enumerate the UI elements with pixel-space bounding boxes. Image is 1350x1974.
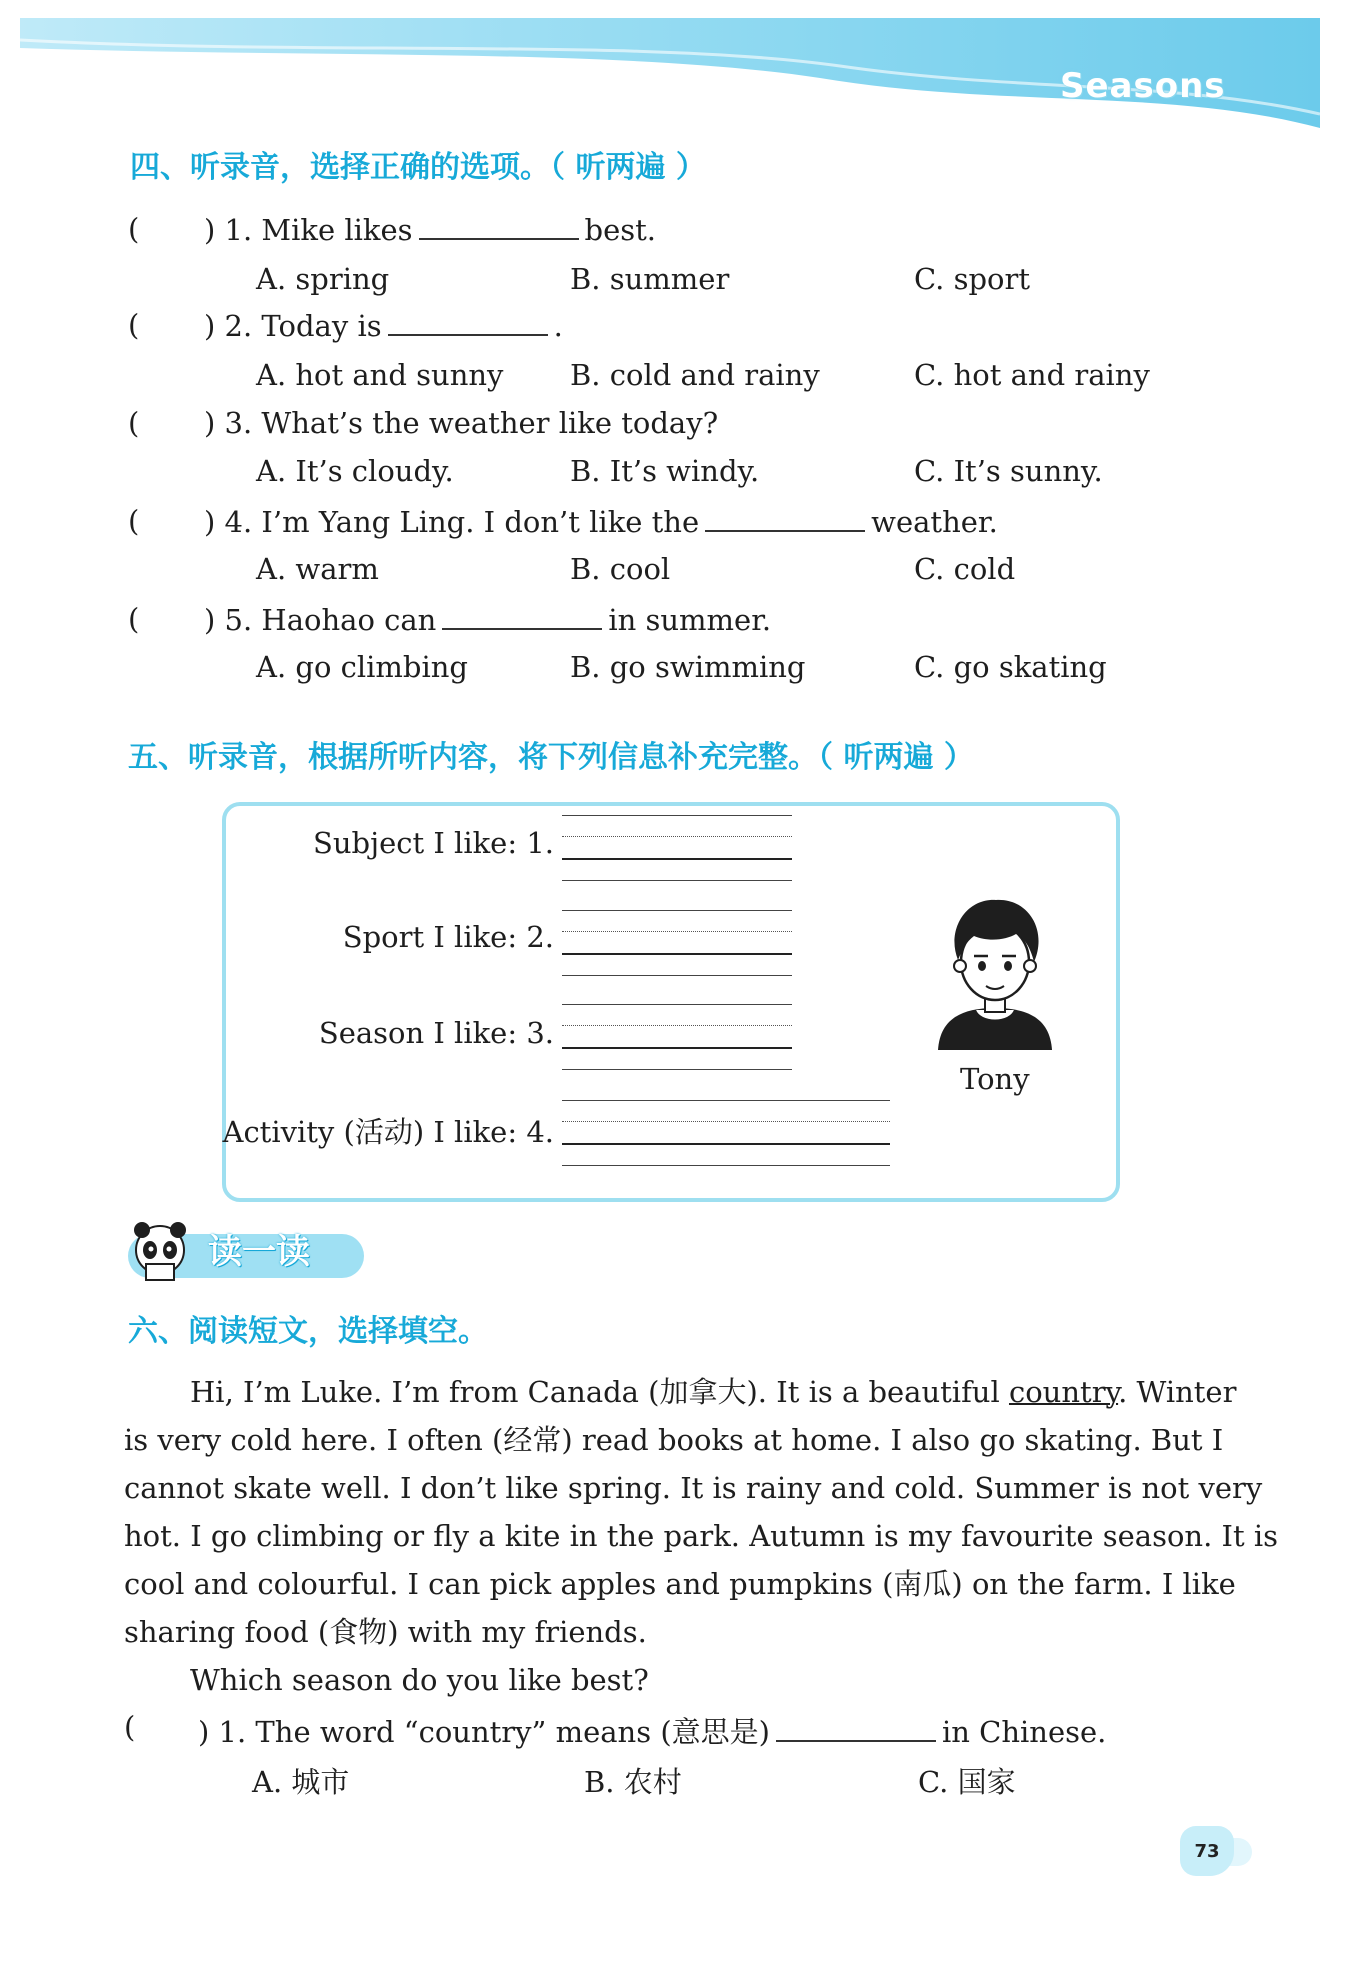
question-text: 1. The word “country” means (意思是) bbox=[218, 1715, 770, 1749]
option-b[interactable]: B. cold and rainy bbox=[570, 358, 820, 392]
answer-line-sport[interactable] bbox=[562, 953, 792, 955]
option-c[interactable]: C. hot and rainy bbox=[914, 358, 1150, 392]
answer-line-subject[interactable] bbox=[562, 858, 792, 860]
writing-line bbox=[562, 1121, 890, 1122]
page-number: 73 bbox=[1180, 1826, 1234, 1876]
option-c[interactable]: C. cold bbox=[914, 552, 1016, 586]
answer-blank[interactable] bbox=[776, 1714, 936, 1742]
section-6-heading: 六、阅读短文，选择填空。 bbox=[128, 1314, 488, 1349]
answer-paren[interactable]: ( bbox=[128, 212, 140, 246]
option-b[interactable]: B. go swimming bbox=[570, 650, 806, 684]
option-b[interactable]: B. 农村 bbox=[584, 1765, 682, 1799]
answer-blank[interactable] bbox=[419, 212, 579, 240]
read-badge-label: 读一读 bbox=[208, 1232, 310, 1272]
question-text-end: weather. bbox=[871, 505, 998, 539]
writing-line bbox=[562, 910, 792, 911]
info-label-season: Season I like: 3. bbox=[318, 1016, 554, 1050]
passage-text: . Winter bbox=[1118, 1375, 1237, 1409]
question-row bbox=[128, 212, 139, 246]
answer-line-activity[interactable] bbox=[562, 1143, 890, 1145]
question-text: 2. Today is bbox=[224, 309, 382, 343]
question-stem bbox=[204, 308, 563, 343]
question-text: 4. I’m Yang Ling. I don’t like the bbox=[224, 505, 700, 539]
writing-line bbox=[562, 931, 792, 932]
option-c[interactable]: C. go skating bbox=[914, 650, 1107, 684]
passage-line-3: cannot skate well. I don’t like spring. It is rainy and cold. Summer is not very bbox=[124, 1471, 1263, 1505]
paren-close: ) bbox=[204, 309, 216, 343]
passage-line-7: Which season do you like best? bbox=[190, 1663, 649, 1697]
character-name: Tony bbox=[960, 1062, 1030, 1096]
option-c[interactable]: C. 国家 bbox=[918, 1765, 1016, 1799]
option-c[interactable]: C. sport bbox=[914, 262, 1031, 296]
question-text: 5. Haohao can bbox=[224, 603, 437, 637]
answer-paren[interactable]: ( bbox=[128, 602, 140, 636]
option-b[interactable]: B. summer bbox=[570, 262, 730, 296]
answer-paren[interactable]: ( bbox=[124, 1710, 136, 1744]
answer-paren[interactable]: ( bbox=[128, 504, 140, 538]
question-stem bbox=[204, 602, 771, 637]
passage-line-6: sharing food (食物) with my friends. bbox=[124, 1615, 647, 1649]
writing-line bbox=[562, 1100, 890, 1101]
answer-blank[interactable] bbox=[442, 602, 602, 630]
question-stem bbox=[204, 212, 656, 247]
section-4-heading: 四、听录音，选择正确的选项。（ 听两遍 ） bbox=[130, 150, 706, 185]
option-a[interactable]: A. spring bbox=[256, 262, 390, 296]
key-word: country bbox=[1008, 1375, 1119, 1409]
answer-blank[interactable] bbox=[705, 504, 865, 532]
paren-close: ) bbox=[204, 603, 216, 637]
option-b[interactable]: B. cool bbox=[570, 552, 671, 586]
passage-line-5: cool and colourful. I can pick apples and pumpkins (南瓜) on the farm. I like bbox=[124, 1567, 1236, 1601]
boy-illustration bbox=[930, 890, 1060, 1060]
info-label-activity: Activity (活动) I like: 4. bbox=[222, 1115, 554, 1149]
question-text: 3. What’s the weather like today? bbox=[224, 406, 719, 440]
writing-line bbox=[562, 1025, 792, 1026]
question-stem bbox=[204, 406, 718, 440]
passage-line-1 bbox=[190, 1368, 1236, 1417]
writing-line bbox=[562, 815, 792, 816]
paren-close: ) bbox=[198, 1715, 210, 1749]
option-b[interactable]: B. It’s windy. bbox=[570, 454, 760, 488]
writing-line bbox=[562, 1004, 792, 1005]
passage-line-4: hot. I go climbing or fly a kite in the park. Autumn is my favourite season. It is bbox=[124, 1519, 1279, 1553]
section-5-heading: 五、听录音，根据所听内容，将下列信息补充完整。（ 听两遍 ） bbox=[128, 740, 974, 775]
question-stem bbox=[204, 504, 998, 539]
option-a[interactable]: A. warm bbox=[256, 552, 379, 586]
writing-line bbox=[562, 1069, 792, 1070]
question-row bbox=[128, 308, 139, 342]
option-a[interactable]: A. It’s cloudy. bbox=[256, 454, 454, 488]
paren-close: ) bbox=[204, 505, 216, 539]
question-row bbox=[128, 406, 139, 440]
question-stem bbox=[198, 1710, 1106, 1751]
answer-line-season[interactable] bbox=[562, 1047, 792, 1049]
question-row bbox=[128, 504, 139, 538]
info-label-sport: Sport I like: 2. bbox=[342, 920, 554, 954]
option-c[interactable]: C. It’s sunny. bbox=[914, 454, 1103, 488]
passage-text: Hi, I’m Luke. I’m from Canada (加拿大). It is a beautiful bbox=[190, 1375, 1009, 1409]
option-a[interactable]: A. go climbing bbox=[256, 650, 468, 684]
writing-line bbox=[562, 975, 792, 976]
answer-paren[interactable]: ( bbox=[128, 406, 140, 440]
answer-blank[interactable] bbox=[388, 308, 548, 336]
paren-close: ) bbox=[204, 406, 216, 440]
passage-line-2: is very cold here. I often (经常) read books at home. I also go skating. But I bbox=[124, 1423, 1224, 1457]
question-row bbox=[124, 1710, 135, 1744]
question-text-end: in summer. bbox=[608, 603, 772, 637]
question-text: 1. Mike likes bbox=[224, 213, 413, 247]
question-text-end: . bbox=[553, 309, 563, 343]
question-text-end: in Chinese. bbox=[941, 1715, 1107, 1749]
writing-line bbox=[562, 1165, 890, 1166]
option-a[interactable]: A. hot and sunny bbox=[256, 358, 504, 392]
unit-title: Seasons bbox=[1060, 66, 1226, 106]
answer-paren[interactable]: ( bbox=[128, 308, 140, 342]
option-a[interactable]: A. 城市 bbox=[252, 1765, 350, 1799]
writing-line bbox=[562, 880, 792, 881]
paren-close: ) bbox=[204, 213, 216, 247]
writing-line bbox=[562, 836, 792, 837]
question-row bbox=[128, 602, 139, 636]
question-text-end: best. bbox=[584, 213, 657, 247]
info-label-subject: Subject I like: 1. bbox=[313, 826, 554, 860]
